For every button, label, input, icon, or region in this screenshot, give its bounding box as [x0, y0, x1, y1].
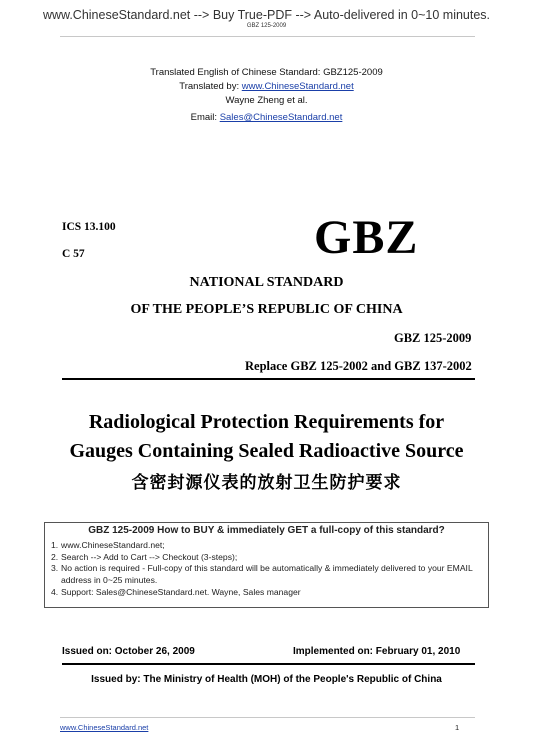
- translated-by-label: Translated by:: [179, 81, 242, 92]
- title-en-line2: Gauges Containing Sealed Radioactive Source: [69, 440, 464, 462]
- translator-site-link[interactable]: www.ChineseStandard.net: [241, 81, 354, 92]
- ccs-code: C 57: [62, 248, 85, 260]
- list-item-text[interactable]: www.ChineseStandard.net;: [61, 540, 165, 550]
- issuer-line: Issued by: The Ministry of Health (MOH) of the People's Republic of China: [91, 674, 442, 685]
- list-item-text: No action is required - Full-copy of this standard will be automatically & immediately delivered to your EMAIL address in 0~25 minutes.: [61, 563, 473, 586]
- dates-rule: [62, 663, 475, 665]
- gbz-logo: GBZ: [314, 211, 419, 264]
- list-item-text: Search --> Add to Cart --> Checkout (3-steps);: [61, 551, 238, 562]
- buy-steps-list: [51, 540, 487, 599]
- standard-heading-line2: OF THE PEOPLE’S REPUBLIC OF CHINA: [130, 302, 403, 317]
- list-item-text: Support: Sales@ChineseStandard.net. Wayne, Sales manager: [61, 586, 301, 597]
- heading-rule: [62, 378, 475, 380]
- header-banner: www.ChineseStandard.net --> Buy True-PDF --> Auto-delivered in 0~10 minutes.: [42, 8, 491, 22]
- list-item: [51, 587, 487, 599]
- list-item: [51, 540, 487, 552]
- title-en-line1: Radiological Protection Requirements for: [88, 411, 445, 433]
- title-cn: 含密封源仪表的放射卫生防护要求: [131, 473, 402, 493]
- buy-box-heading: GBZ 125-2009 How to BUY & immediately GET a full-copy of this standard?: [88, 525, 445, 536]
- implemented-date: Implemented on: February 01, 2010: [293, 646, 461, 657]
- footer-divider: [60, 717, 475, 718]
- list-item-number: 3.: [51, 563, 59, 574]
- replaces-note: Replace GBZ 125-2002 and GBZ 137-2002: [245, 359, 472, 373]
- list-item-number: 2.: [51, 551, 59, 562]
- standard-number: GBZ 125-2009: [394, 331, 472, 345]
- list-item: [51, 563, 487, 586]
- email-line: [0, 112, 533, 123]
- list-item-number: 4.: [51, 586, 59, 597]
- footer-site-link[interactable]: www.ChineseStandard.net: [60, 723, 149, 732]
- list-item-number: 1.: [51, 540, 59, 550]
- header-doc-code: GBZ 125-2009: [246, 23, 287, 29]
- header-divider: [60, 36, 475, 37]
- translation-line: Translated English of Chinese Standard: GBZ125-2009: [150, 67, 383, 78]
- email-label: Email:: [190, 112, 220, 123]
- list-item: [51, 552, 487, 564]
- issued-date: Issued on: October 26, 2009: [62, 646, 195, 657]
- page-number: 1: [455, 723, 460, 732]
- email-link[interactable]: Sales@ChineseStandard.net: [219, 112, 343, 123]
- translated-by: [0, 81, 533, 92]
- standard-heading-line1: NATIONAL STANDARD: [189, 275, 344, 290]
- translator-name: Wayne Zheng et al.: [225, 95, 308, 106]
- ics-code: ICS 13.100: [62, 221, 116, 233]
- buy-info-box: [44, 522, 489, 608]
